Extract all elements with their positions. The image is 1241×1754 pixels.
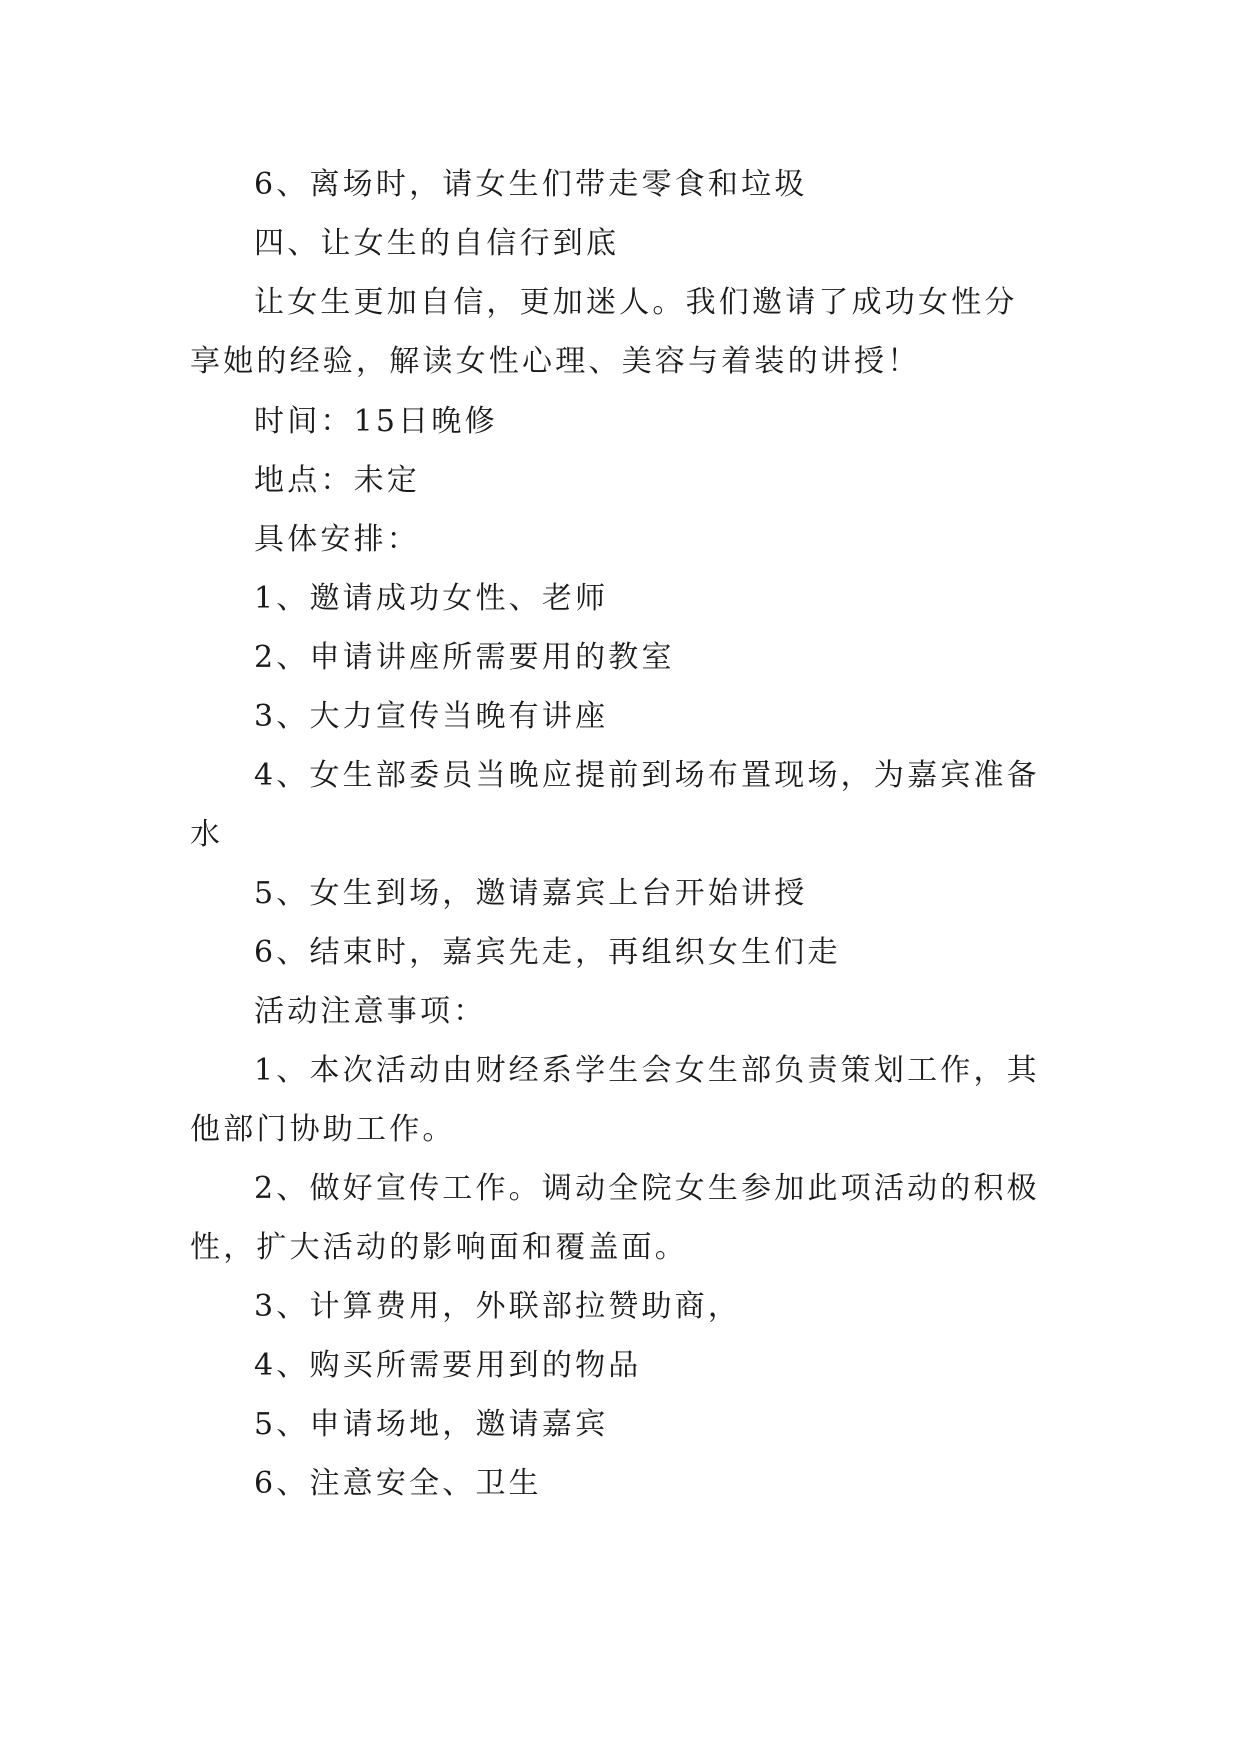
notes-item-2: 2、做好宣传工作。调动全院女生参加此项活动的积极性，扩大活动的影响面和覆盖面。	[190, 1171, 1040, 1265]
notes-item-3: 3、计算费用，外联部拉赞助商，	[254, 1289, 742, 1324]
section-heading-confidence: 四、让女生的自信行到底	[254, 226, 620, 261]
notes-item-4: 4、购买所需要用到的物品	[254, 1348, 642, 1383]
arrangement-item-2: 2、申请讲座所需要用的教室	[254, 640, 675, 675]
arrangement-item-1: 1、邀请成功女性、老师	[254, 581, 609, 616]
arrangement-item-6: 6、结束时，嘉宾先走，再组织女生们走	[254, 935, 841, 970]
paragraph-arrangement-heading: 具体安排：	[254, 522, 420, 557]
notes-item-1: 1、本次活动由财经系学生会女生部负责策划工作，其他部门协助工作。	[190, 1053, 1040, 1147]
paragraph-leave-venue: 6、离场时，请女生们带走零食和垃圾	[254, 167, 808, 202]
arrangement-item-3: 3、大力宣传当晚有讲座	[254, 699, 609, 734]
notes-item-6: 6、注意安全、卫生	[254, 1466, 542, 1501]
notes-item-5: 5、申请场地，邀请嘉宾	[254, 1407, 609, 1442]
arrangement-item-5: 5、女生到场，邀请嘉宾上台开始讲授	[254, 876, 808, 911]
paragraph-time: 时间：15日晚修	[254, 404, 498, 439]
paragraph-intro: 让女生更加自信，更加迷人。我们邀请了成功女性分享她的经验，解读女性心理、美容与着装的讲授！	[190, 285, 1018, 379]
arrangement-item-4: 4、女生部委员当晚应提前到场布置现场，为嘉宾准备水	[190, 758, 1040, 852]
paragraph-location: 地点：未定	[254, 463, 420, 498]
paragraph-notes-heading: 活动注意事项：	[254, 994, 487, 1029]
